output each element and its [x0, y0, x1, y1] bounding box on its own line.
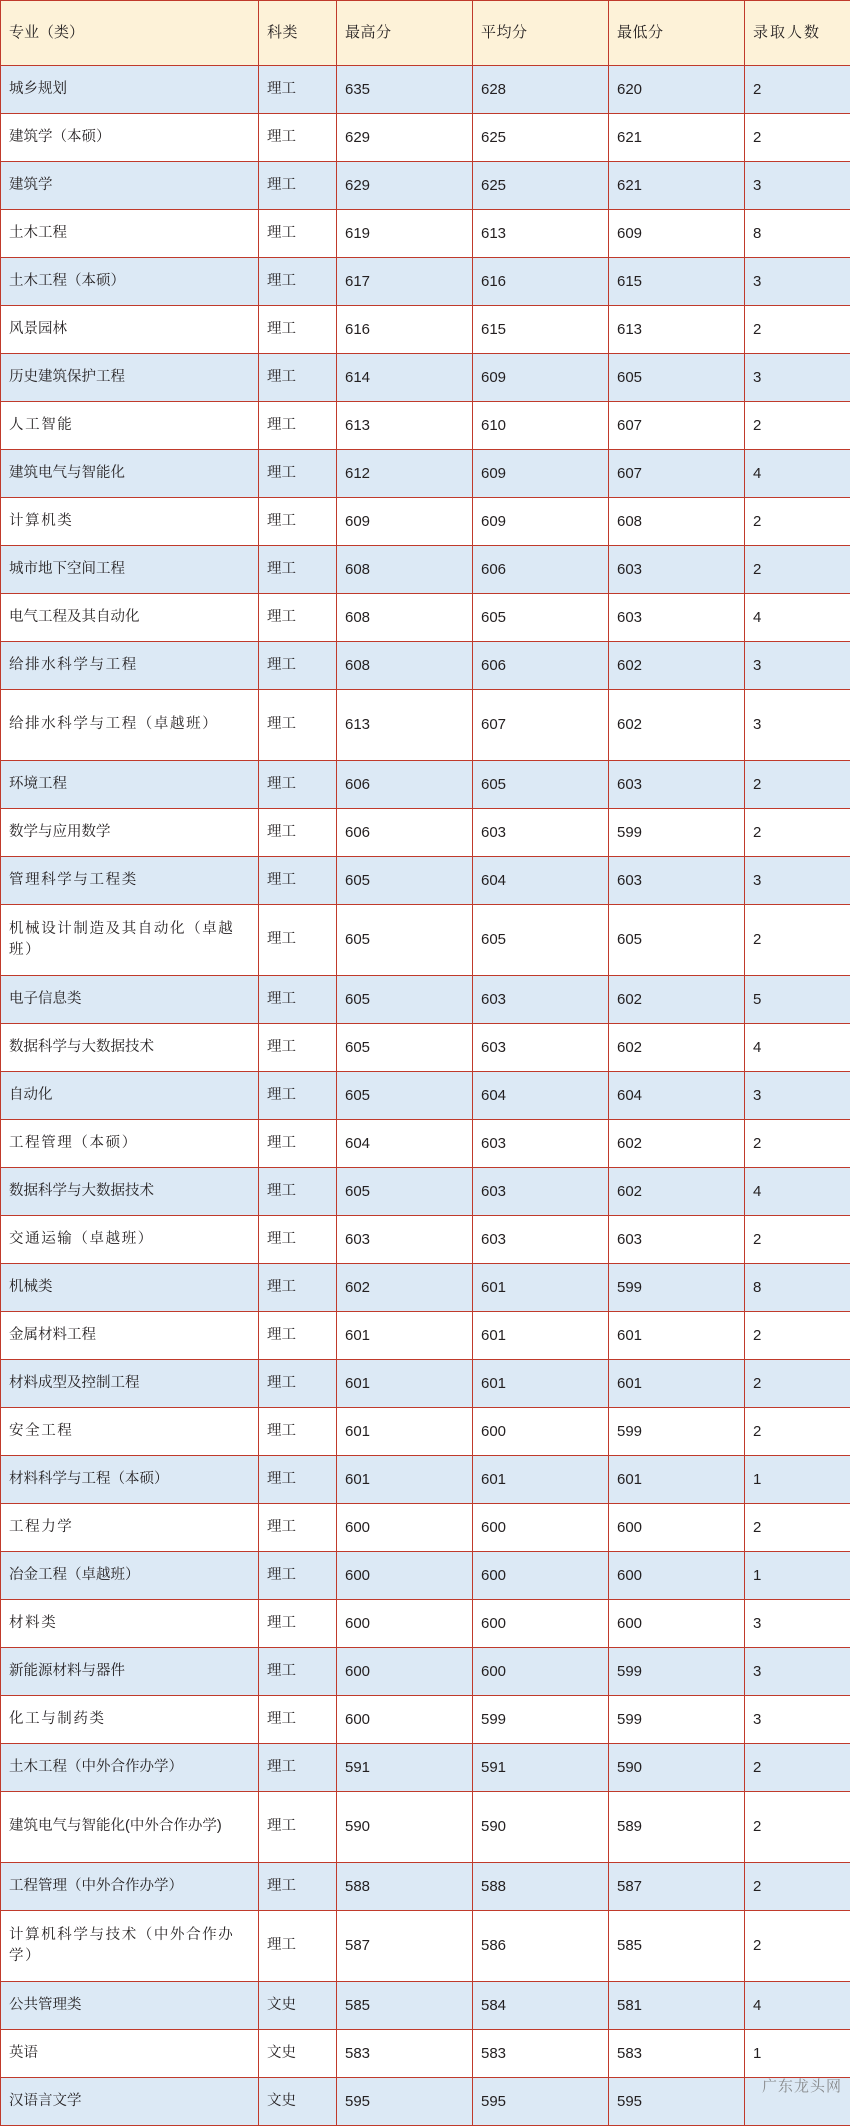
table-row — [1, 1911, 850, 1982]
cell-category: 理工 — [259, 1552, 337, 1600]
cell-category: 理工 — [259, 761, 337, 809]
cell-min-score: 603 — [609, 594, 745, 642]
cell-major: 工程管理（中外合作办学） — [1, 1863, 259, 1911]
cell-average-score: 609 — [473, 354, 609, 402]
cell-category: 理工 — [259, 1504, 337, 1552]
cell-min-score: 583 — [609, 2030, 745, 2078]
cell-category: 理工 — [259, 1911, 337, 1982]
cell-category: 理工 — [259, 402, 337, 450]
cell-max-score: 601 — [337, 1456, 473, 1504]
cell-admitted-count: 2 — [745, 809, 850, 857]
table-row — [1, 306, 850, 354]
cell-max-score: 605 — [337, 976, 473, 1024]
cell-min-score: 602 — [609, 1168, 745, 1216]
cell-max-score: 605 — [337, 1168, 473, 1216]
cell-average-score: 609 — [473, 450, 609, 498]
cell-min-score: 602 — [609, 690, 745, 761]
cell-major: 电气工程及其自动化 — [1, 594, 259, 642]
cell-min-score: 599 — [609, 1648, 745, 1696]
cell-category: 理工 — [259, 690, 337, 761]
cell-average-score: 606 — [473, 546, 609, 594]
cell-admitted-count: 2 — [745, 1911, 850, 1982]
cell-min-score: 602 — [609, 1024, 745, 1072]
cell-category: 理工 — [259, 1456, 337, 1504]
cell-min-score: 615 — [609, 258, 745, 306]
column-header-category: 科类 — [259, 1, 337, 66]
cell-admitted-count: 3 — [745, 857, 850, 905]
table-header-row — [1, 1, 850, 66]
cell-category: 理工 — [259, 450, 337, 498]
cell-admitted-count: 4 — [745, 1982, 850, 2030]
table-row — [1, 1456, 850, 1504]
cell-max-score: 613 — [337, 690, 473, 761]
cell-average-score: 603 — [473, 1168, 609, 1216]
cell-category: 理工 — [259, 857, 337, 905]
cell-admitted-count: 3 — [745, 1648, 850, 1696]
cell-major: 数据科学与大数据技术 — [1, 1024, 259, 1072]
table-row — [1, 1982, 850, 2030]
cell-average-score: 606 — [473, 642, 609, 690]
cell-major: 公共管理类 — [1, 1982, 259, 2030]
cell-min-score: 605 — [609, 354, 745, 402]
cell-major: 数学与应用数学 — [1, 809, 259, 857]
cell-max-score: 616 — [337, 306, 473, 354]
cell-average-score: 600 — [473, 1648, 609, 1696]
cell-min-score: 607 — [609, 450, 745, 498]
cell-max-score: 619 — [337, 210, 473, 258]
cell-major: 风景园林 — [1, 306, 259, 354]
table-row — [1, 690, 850, 761]
cell-major: 数据科学与大数据技术 — [1, 1168, 259, 1216]
cell-max-score: 606 — [337, 761, 473, 809]
cell-major: 工程力学 — [1, 1504, 259, 1552]
cell-category: 理工 — [259, 1120, 337, 1168]
cell-admitted-count: 4 — [745, 594, 850, 642]
cell-admitted-count: 8 — [745, 210, 850, 258]
cell-admitted-count: 2 — [745, 306, 850, 354]
cell-min-score: 587 — [609, 1863, 745, 1911]
cell-major: 城乡规划 — [1, 66, 259, 114]
cell-category: 理工 — [259, 114, 337, 162]
cell-min-score: 585 — [609, 1911, 745, 1982]
cell-major: 英语 — [1, 2030, 259, 2078]
cell-average-score: 603 — [473, 1216, 609, 1264]
table-row — [1, 114, 850, 162]
table-row — [1, 66, 850, 114]
cell-max-score: 604 — [337, 1120, 473, 1168]
cell-min-score: 599 — [609, 1696, 745, 1744]
cell-max-score: 600 — [337, 1552, 473, 1600]
cell-major: 给排水科学与工程 — [1, 642, 259, 690]
table-row — [1, 857, 850, 905]
cell-major: 汉语言文学 — [1, 2078, 259, 2126]
table-row — [1, 905, 850, 976]
cell-category: 理工 — [259, 354, 337, 402]
cell-category: 理工 — [259, 1168, 337, 1216]
cell-major: 新能源材料与器件 — [1, 1648, 259, 1696]
table-row — [1, 809, 850, 857]
cell-average-score: 600 — [473, 1552, 609, 1600]
cell-admitted-count: 3 — [745, 642, 850, 690]
cell-category: 理工 — [259, 1408, 337, 1456]
table-body — [1, 66, 850, 2126]
cell-max-score: 605 — [337, 905, 473, 976]
cell-min-score: 604 — [609, 1072, 745, 1120]
cell-average-score: 601 — [473, 1312, 609, 1360]
table-row — [1, 761, 850, 809]
table-row — [1, 1552, 850, 1600]
cell-min-score: 607 — [609, 402, 745, 450]
cell-average-score: 605 — [473, 594, 609, 642]
cell-major: 城市地下空间工程 — [1, 546, 259, 594]
cell-average-score: 591 — [473, 1744, 609, 1792]
cell-max-score: 590 — [337, 1792, 473, 1863]
cell-max-score: 606 — [337, 809, 473, 857]
cell-max-score: 601 — [337, 1360, 473, 1408]
cell-max-score: 583 — [337, 2030, 473, 2078]
cell-category: 理工 — [259, 1312, 337, 1360]
cell-min-score: 621 — [609, 114, 745, 162]
cell-max-score: 600 — [337, 1504, 473, 1552]
cell-category: 理工 — [259, 1696, 337, 1744]
cell-average-score: 615 — [473, 306, 609, 354]
cell-average-score: 588 — [473, 1863, 609, 1911]
cell-category: 理工 — [259, 594, 337, 642]
cell-min-score: 613 — [609, 306, 745, 354]
cell-average-score: 600 — [473, 1600, 609, 1648]
cell-max-score: 608 — [337, 594, 473, 642]
cell-min-score: 603 — [609, 546, 745, 594]
cell-major: 交通运输（卓越班） — [1, 1216, 259, 1264]
cell-major: 历史建筑保护工程 — [1, 354, 259, 402]
cell-max-score: 617 — [337, 258, 473, 306]
cell-admitted-count: 2 — [745, 1863, 850, 1911]
cell-category: 理工 — [259, 546, 337, 594]
cell-average-score: 609 — [473, 498, 609, 546]
cell-min-score: 600 — [609, 1552, 745, 1600]
cell-admitted-count: 4 — [745, 1168, 850, 1216]
table-row — [1, 258, 850, 306]
cell-min-score: 609 — [609, 210, 745, 258]
cell-category: 文史 — [259, 1982, 337, 2030]
cell-admitted-count: 3 — [745, 1072, 850, 1120]
cell-min-score: 599 — [609, 809, 745, 857]
cell-major: 电子信息类 — [1, 976, 259, 1024]
cell-min-score: 602 — [609, 976, 745, 1024]
cell-major: 材料类 — [1, 1600, 259, 1648]
cell-major: 管理科学与工程类 — [1, 857, 259, 905]
cell-major: 建筑学 — [1, 162, 259, 210]
cell-admitted-count: 8 — [745, 1264, 850, 1312]
cell-category: 理工 — [259, 162, 337, 210]
cell-admitted-count: 3 — [745, 354, 850, 402]
cell-admitted-count: 3 — [745, 258, 850, 306]
cell-category: 理工 — [259, 642, 337, 690]
table-row — [1, 1863, 850, 1911]
cell-admitted-count: 4 — [745, 1024, 850, 1072]
column-header-admitted-count: 录取人数 — [745, 1, 850, 66]
cell-admitted-count: 2 — [745, 1744, 850, 1792]
cell-major: 土木工程（中外合作办学） — [1, 1744, 259, 1792]
cell-max-score: 588 — [337, 1863, 473, 1911]
cell-category: 理工 — [259, 258, 337, 306]
cell-category: 理工 — [259, 66, 337, 114]
watermark-text: 广东龙头网 — [762, 2075, 842, 2096]
table-row — [1, 450, 850, 498]
cell-average-score: 628 — [473, 66, 609, 114]
cell-major: 建筑学（本硕） — [1, 114, 259, 162]
cell-category: 理工 — [259, 1216, 337, 1264]
cell-admitted-count: 2 — [745, 66, 850, 114]
cell-category: 理工 — [259, 905, 337, 976]
cell-admitted-count: 2 — [745, 1120, 850, 1168]
table-row — [1, 976, 850, 1024]
cell-admitted-count: 2 — [745, 498, 850, 546]
cell-major: 土木工程 — [1, 210, 259, 258]
cell-major: 建筑电气与智能化 — [1, 450, 259, 498]
table-row — [1, 1216, 850, 1264]
cell-min-score: 595 — [609, 2078, 745, 2126]
table-row — [1, 1264, 850, 1312]
cell-max-score: 608 — [337, 642, 473, 690]
cell-admitted-count: 3 — [745, 1696, 850, 1744]
cell-admitted-count: 2 — [745, 1216, 850, 1264]
cell-max-score: 609 — [337, 498, 473, 546]
cell-major: 机械设计制造及其自动化（卓越班） — [1, 905, 259, 976]
cell-major: 给排水科学与工程（卓越班） — [1, 690, 259, 761]
cell-average-score: 605 — [473, 761, 609, 809]
cell-admitted-count: 2 — [745, 546, 850, 594]
cell-average-score: 586 — [473, 1911, 609, 1982]
table-row — [1, 402, 850, 450]
column-header-min-score: 最低分 — [609, 1, 745, 66]
cell-max-score: 601 — [337, 1408, 473, 1456]
cell-category: 理工 — [259, 1024, 337, 1072]
cell-category: 理工 — [259, 1648, 337, 1696]
cell-min-score: 599 — [609, 1264, 745, 1312]
table-row — [1, 1024, 850, 1072]
cell-major: 安全工程 — [1, 1408, 259, 1456]
cell-major: 机械类 — [1, 1264, 259, 1312]
cell-min-score: 603 — [609, 857, 745, 905]
cell-min-score: 590 — [609, 1744, 745, 1792]
cell-average-score: 605 — [473, 905, 609, 976]
cell-average-score: 613 — [473, 210, 609, 258]
cell-min-score: 589 — [609, 1792, 745, 1863]
cell-max-score: 591 — [337, 1744, 473, 1792]
cell-category: 文史 — [259, 2078, 337, 2126]
table-row — [1, 1072, 850, 1120]
cell-max-score: 603 — [337, 1216, 473, 1264]
cell-admitted-count: 2 — [745, 905, 850, 976]
cell-category: 文史 — [259, 2030, 337, 2078]
cell-category: 理工 — [259, 1072, 337, 1120]
cell-admitted-count: 2 — [745, 114, 850, 162]
cell-category: 理工 — [259, 1600, 337, 1648]
cell-max-score: 629 — [337, 114, 473, 162]
table-row — [1, 2078, 850, 2126]
table-row — [1, 1744, 850, 1792]
table-row — [1, 594, 850, 642]
cell-admitted-count: 2 — [745, 1408, 850, 1456]
column-header-average-score: 平均分 — [473, 1, 609, 66]
table-row — [1, 546, 850, 594]
cell-min-score: 599 — [609, 1408, 745, 1456]
cell-admitted-count: 1 — [745, 1456, 850, 1504]
table-row — [1, 1360, 850, 1408]
cell-average-score: 625 — [473, 162, 609, 210]
cell-admitted-count: 3 — [745, 690, 850, 761]
cell-min-score: 608 — [609, 498, 745, 546]
cell-major: 计算机科学与技术（中外合作办学） — [1, 1911, 259, 1982]
cell-average-score: 601 — [473, 1456, 609, 1504]
cell-admitted-count: 2 — [745, 1312, 850, 1360]
cell-category: 理工 — [259, 809, 337, 857]
cell-category: 理工 — [259, 1264, 337, 1312]
cell-admitted-count: 2 — [745, 402, 850, 450]
cell-average-score: 610 — [473, 402, 609, 450]
table-row — [1, 498, 850, 546]
cell-category: 理工 — [259, 498, 337, 546]
table-row — [1, 1600, 850, 1648]
cell-admitted-count: 2 — [745, 1360, 850, 1408]
cell-major: 化工与制药类 — [1, 1696, 259, 1744]
cell-major: 材料成型及控制工程 — [1, 1360, 259, 1408]
cell-max-score: 587 — [337, 1911, 473, 1982]
column-header-major: 专业（类） — [1, 1, 259, 66]
cell-admitted-count: 2 — [745, 761, 850, 809]
cell-min-score: 603 — [609, 761, 745, 809]
cell-max-score: 601 — [337, 1312, 473, 1360]
cell-category: 理工 — [259, 976, 337, 1024]
table-row — [1, 210, 850, 258]
cell-average-score: 603 — [473, 1120, 609, 1168]
cell-admitted-count: 3 — [745, 1600, 850, 1648]
table-row — [1, 162, 850, 210]
cell-average-score: 601 — [473, 1264, 609, 1312]
cell-min-score: 601 — [609, 1360, 745, 1408]
cell-average-score: 583 — [473, 2030, 609, 2078]
cell-min-score: 620 — [609, 66, 745, 114]
table-row — [1, 1696, 850, 1744]
cell-max-score: 605 — [337, 1072, 473, 1120]
cell-major: 冶金工程（卓越班） — [1, 1552, 259, 1600]
cell-average-score: 604 — [473, 1072, 609, 1120]
cell-average-score: 599 — [473, 1696, 609, 1744]
cell-average-score: 603 — [473, 1024, 609, 1072]
cell-average-score: 590 — [473, 1792, 609, 1863]
cell-average-score: 616 — [473, 258, 609, 306]
cell-major: 计算机类 — [1, 498, 259, 546]
cell-average-score: 625 — [473, 114, 609, 162]
cell-major: 环境工程 — [1, 761, 259, 809]
cell-admitted-count: 1 — [745, 2030, 850, 2078]
table-row — [1, 1504, 850, 1552]
cell-min-score: 600 — [609, 1504, 745, 1552]
cell-max-score: 629 — [337, 162, 473, 210]
cell-max-score: 605 — [337, 1024, 473, 1072]
cell-max-score: 595 — [337, 2078, 473, 2126]
cell-admitted-count: 4 — [745, 450, 850, 498]
cell-admitted-count: 2 — [745, 1792, 850, 1863]
cell-min-score: 602 — [609, 642, 745, 690]
cell-major: 自动化 — [1, 1072, 259, 1120]
cell-max-score: 635 — [337, 66, 473, 114]
cell-admitted-count: 5 — [745, 976, 850, 1024]
cell-category: 理工 — [259, 1863, 337, 1911]
cell-min-score: 601 — [609, 1312, 745, 1360]
cell-category: 理工 — [259, 210, 337, 258]
cell-major: 土木工程（本硕） — [1, 258, 259, 306]
cell-average-score: 595 — [473, 2078, 609, 2126]
cell-average-score: 584 — [473, 1982, 609, 2030]
cell-min-score: 602 — [609, 1120, 745, 1168]
cell-max-score: 614 — [337, 354, 473, 402]
cell-admitted-count: 1 — [745, 1552, 850, 1600]
cell-average-score: 603 — [473, 809, 609, 857]
cell-average-score: 600 — [473, 1504, 609, 1552]
cell-category: 理工 — [259, 1360, 337, 1408]
cell-max-score: 612 — [337, 450, 473, 498]
cell-max-score: 608 — [337, 546, 473, 594]
cell-min-score: 581 — [609, 1982, 745, 2030]
cell-category: 理工 — [259, 306, 337, 354]
cell-major: 工程管理（本硕） — [1, 1120, 259, 1168]
cell-max-score: 585 — [337, 1982, 473, 2030]
cell-major: 建筑电气与智能化(中外合作办学) — [1, 1792, 259, 1863]
table-row — [1, 1168, 850, 1216]
cell-average-score: 600 — [473, 1408, 609, 1456]
cell-max-score: 602 — [337, 1264, 473, 1312]
cell-major: 金属材料工程 — [1, 1312, 259, 1360]
cell-category: 理工 — [259, 1792, 337, 1863]
table-row — [1, 354, 850, 402]
cell-max-score: 600 — [337, 1600, 473, 1648]
column-header-max-score: 最高分 — [337, 1, 473, 66]
table-row — [1, 2030, 850, 2078]
table-row — [1, 1408, 850, 1456]
cell-admitted-count: 3 — [745, 162, 850, 210]
table-row — [1, 1120, 850, 1168]
table-row — [1, 1792, 850, 1863]
cell-major: 材料科学与工程（本硕） — [1, 1456, 259, 1504]
cell-average-score: 604 — [473, 857, 609, 905]
cell-min-score: 603 — [609, 1216, 745, 1264]
cell-average-score: 601 — [473, 1360, 609, 1408]
table-row — [1, 642, 850, 690]
cell-max-score: 613 — [337, 402, 473, 450]
cell-average-score: 603 — [473, 976, 609, 1024]
cell-category: 理工 — [259, 1744, 337, 1792]
table-header — [1, 1, 850, 66]
cell-min-score: 605 — [609, 905, 745, 976]
table-row — [1, 1312, 850, 1360]
table-row — [1, 1648, 850, 1696]
cell-min-score: 601 — [609, 1456, 745, 1504]
cell-major: 人工智能 — [1, 402, 259, 450]
cell-max-score: 605 — [337, 857, 473, 905]
cell-admitted-count — [745, 2078, 850, 2126]
cell-admitted-count: 2 — [745, 1504, 850, 1552]
cell-min-score: 600 — [609, 1600, 745, 1648]
cell-average-score: 607 — [473, 690, 609, 761]
cell-min-score: 621 — [609, 162, 745, 210]
cell-max-score: 600 — [337, 1648, 473, 1696]
cell-max-score: 600 — [337, 1696, 473, 1744]
